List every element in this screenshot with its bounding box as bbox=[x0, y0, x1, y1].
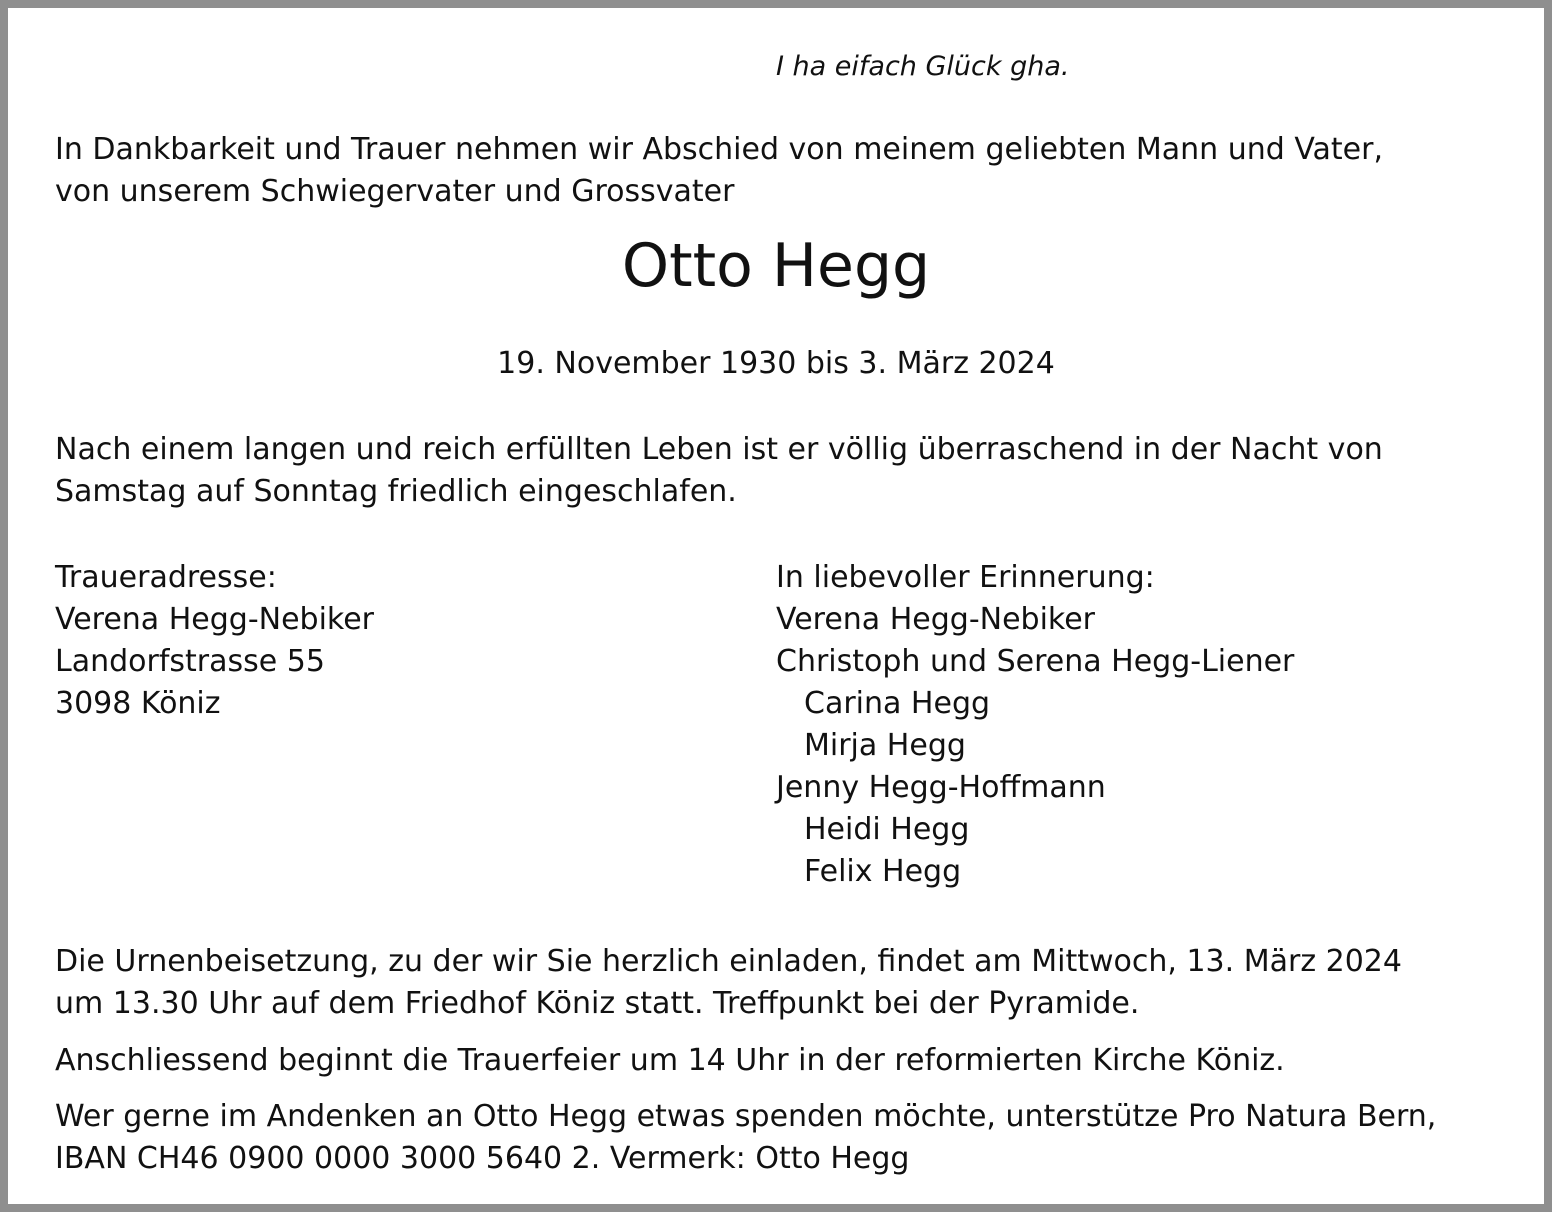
mourning-address bbox=[55, 557, 374, 725]
motto: I ha eifach Glück gha. bbox=[776, 51, 1070, 82]
service-info: Anschliessend beginnt die Trauerfeier um 14 Uhr in der reformierten Kirche Köniz. bbox=[55, 1043, 1285, 1078]
passing-line-2: Samstag auf Sonntag friedlich eingeschlafen. bbox=[55, 474, 737, 509]
burial-line-1: Die Urnenbeisetzung, zu der wir Sie herzlich einladen, findet am Mittwoch, 13. März 2024 bbox=[55, 944, 1402, 979]
family-member: Jenny Hegg-Hoffmann bbox=[776, 770, 1106, 805]
family-member: Mirja Hegg bbox=[804, 728, 966, 763]
passing-text bbox=[55, 429, 1383, 513]
intro-line-2: von unserem Schwiegervater und Grossvater bbox=[55, 174, 735, 209]
address-street: Landorfstrasse 55 bbox=[55, 644, 325, 679]
family-label: In liebevoller Erinnerung: bbox=[776, 560, 1155, 595]
family-list bbox=[776, 557, 1294, 893]
family-member: Carina Hegg bbox=[804, 686, 991, 721]
family-member: Felix Hegg bbox=[804, 854, 962, 889]
family-member: Heidi Hegg bbox=[804, 812, 970, 847]
family-member: Verena Hegg-Nebiker bbox=[776, 602, 1096, 637]
donation-info bbox=[55, 1096, 1436, 1180]
family-member: Christoph und Serena Hegg-Liener bbox=[776, 644, 1295, 679]
address-label: Traueradresse: bbox=[55, 560, 277, 595]
address-name: Verena Hegg-Nebiker bbox=[55, 602, 375, 637]
life-dates: 19. November 1930 bis 3. März 2024 bbox=[497, 346, 1055, 381]
obituary-card bbox=[8, 8, 1544, 1204]
donation-line-2: IBAN CH46 0900 0000 3000 5640 2. Vermerk: Otto Hegg bbox=[55, 1141, 910, 1176]
deceased-name: Otto Hegg bbox=[621, 231, 931, 301]
donation-line-1: Wer gerne im Andenken an Otto Hegg etwas spenden möchte, unterstütze Pro Natura Bern, bbox=[55, 1099, 1437, 1134]
intro-text bbox=[55, 129, 1383, 213]
passing-line-1: Nach einem langen und reich erfüllten Leben ist er völlig überraschend in der Nacht von bbox=[55, 432, 1383, 467]
address-city: 3098 Köniz bbox=[55, 686, 221, 721]
intro-line-1: In Dankbarkeit und Trauer nehmen wir Abschied von meinem geliebten Mann und Vater, bbox=[55, 132, 1383, 167]
burial-line-2: um 13.30 Uhr auf dem Friedhof Köniz statt. Treffpunkt bei der Pyramide. bbox=[55, 986, 1140, 1021]
burial-info bbox=[55, 941, 1402, 1025]
